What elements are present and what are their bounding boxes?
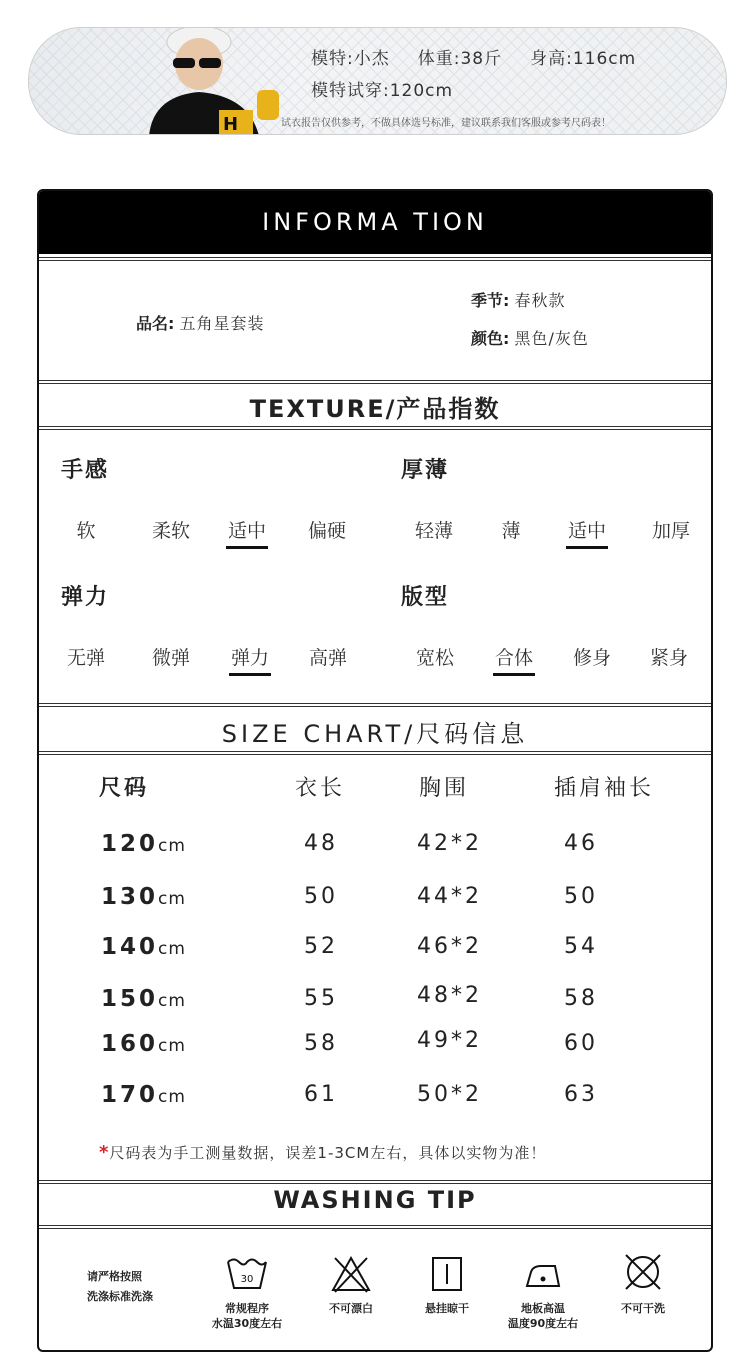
hang-dry-icon	[425, 1254, 469, 1294]
fit-option: 宽松	[415, 647, 454, 669]
size-number: 170	[101, 1082, 159, 1108]
note-text: 尺码表为手工测量数据，误差1-3CM左右，具体以实物为准！	[109, 1144, 547, 1162]
divider	[39, 751, 711, 752]
wash-temp-number: 30	[240, 1274, 254, 1285]
texture-title: TEXTURE/产品指数	[249, 395, 501, 423]
no-dry-clean-icon	[621, 1252, 665, 1292]
model-tried-size: 模特试穿:120cm	[311, 81, 454, 101]
hand-feel-option-selected: 适中	[212, 516, 282, 543]
hang-dry-caption: 悬挂晾干	[425, 1302, 469, 1315]
divider	[39, 1225, 711, 1226]
iron-icon	[521, 1254, 565, 1294]
chest-value: 49*2	[417, 1028, 482, 1053]
attr-fit: 版型	[401, 585, 450, 610]
washing-intro	[87, 1267, 153, 1307]
washing-title: WASHING TIP	[273, 1186, 477, 1214]
wash-30-caption	[199, 1301, 295, 1331]
color-label: 颜色:	[471, 329, 510, 348]
size-number: 130	[101, 884, 159, 910]
sleeve-value: 46	[564, 831, 598, 856]
wash-30-caption-line2: 水温30度左右	[211, 1317, 283, 1330]
chest-value: 50*2	[417, 1082, 482, 1107]
divider	[39, 426, 711, 427]
product-info-card	[37, 189, 713, 1352]
size-value	[101, 986, 186, 1012]
hand-feel-option: 软	[76, 520, 96, 542]
elasticity-option: 高弹	[308, 647, 347, 669]
model-name: 模特:小杰	[311, 49, 390, 69]
no-dry-clean-caption: 不可干洗	[621, 1302, 665, 1315]
model-photo	[139, 27, 299, 135]
length-value: 58	[304, 1031, 338, 1056]
size-unit: cm	[158, 1087, 186, 1107]
season-row	[471, 288, 566, 311]
size-value	[101, 884, 186, 910]
size-unit: cm	[158, 1036, 186, 1056]
sleeve-value: 58	[564, 986, 598, 1011]
elasticity-option-selected: 弹力	[215, 643, 285, 670]
divider	[39, 380, 711, 381]
size-chart-title: SIZE CHART/尺码信息	[221, 720, 529, 748]
model-stats	[311, 44, 664, 69]
attr-thickness: 厚薄	[401, 458, 450, 483]
season-label: 季节:	[471, 291, 510, 310]
note-asterisk: *	[99, 1142, 110, 1163]
size-unit: cm	[158, 889, 186, 909]
no-bleach-caption: 不可漂白	[329, 1302, 373, 1315]
chest-value: 48*2	[417, 983, 482, 1008]
color-row	[471, 326, 589, 349]
size-value	[101, 831, 186, 857]
season-value: 春秋款	[514, 291, 566, 310]
iron-caption-line2: 温度90度左右	[507, 1317, 579, 1330]
color-value: 黑色/灰色	[514, 329, 589, 348]
length-header: 衣长	[295, 776, 346, 801]
size-value	[101, 934, 186, 960]
information-header: INFORMA TION	[39, 191, 711, 254]
sleeve-header: 插肩袖长	[554, 776, 655, 801]
size-value	[101, 1082, 186, 1108]
model-banner	[28, 27, 727, 135]
size-note	[99, 1142, 659, 1163]
chest-value: 46*2	[417, 934, 482, 959]
chest-value: 44*2	[417, 884, 482, 909]
fit-option: 紧身	[649, 647, 688, 669]
thickness-option: 薄	[501, 520, 521, 542]
thickness-option-selected: 适中	[552, 516, 622, 543]
washing-intro-line1: 请严格按照	[87, 1270, 142, 1283]
length-value: 48	[304, 831, 338, 856]
sleeve-value: 60	[564, 1031, 598, 1056]
hand-feel-option: 偏硬	[307, 520, 346, 542]
size-header: 尺码	[99, 776, 150, 801]
size-number: 150	[101, 986, 159, 1012]
wash-30-caption-line1: 常规程序	[225, 1302, 269, 1315]
svg-text:H: H	[223, 114, 239, 135]
length-value: 50	[304, 884, 338, 909]
washing-intro-line2: 洗涤标准洗涤	[87, 1290, 153, 1303]
product-name-value: 五角星套装	[179, 314, 265, 333]
sleeve-value: 63	[564, 1082, 598, 1107]
size-unit: cm	[158, 939, 186, 959]
wash-30-icon	[225, 1254, 269, 1294]
sleeve-value: 50	[564, 884, 598, 909]
size-unit: cm	[158, 991, 186, 1011]
size-number: 140	[101, 934, 159, 960]
iron-caption	[495, 1301, 591, 1331]
product-name-row	[136, 311, 265, 334]
divider	[39, 257, 711, 258]
model-weight: 体重:38斤	[417, 49, 503, 69]
elasticity-option: 微弹	[151, 647, 190, 669]
chest-header: 胸围	[419, 776, 470, 801]
product-name-label: 品名:	[136, 314, 175, 333]
fit-option-selected: 合体	[479, 643, 549, 670]
length-value: 61	[304, 1082, 338, 1107]
no-bleach-icon	[329, 1254, 373, 1294]
fit-option: 修身	[572, 647, 611, 669]
sleeve-value: 54	[564, 934, 598, 959]
divider	[39, 703, 711, 704]
size-number: 160	[101, 1031, 159, 1057]
attr-elasticity: 弹力	[61, 585, 110, 610]
length-value: 55	[304, 986, 338, 1011]
thickness-option: 轻薄	[414, 520, 453, 542]
chest-value: 42*2	[417, 831, 482, 856]
attr-hand-feel: 手感	[61, 458, 110, 483]
model-disclaimer: 试衣报告仅供参考，不做具体选号标准，建议联系我们客服或参考尺码表！	[281, 118, 611, 129]
size-value	[101, 1031, 186, 1057]
iron-caption-line1: 地板高温	[521, 1302, 565, 1315]
hand-feel-option: 柔软	[151, 520, 190, 542]
model-height: 身高:116cm	[530, 49, 637, 69]
thickness-option: 加厚	[651, 520, 690, 542]
size-unit: cm	[158, 836, 186, 856]
elasticity-option: 无弹	[66, 647, 105, 669]
length-value: 52	[304, 934, 338, 959]
size-number: 120	[101, 831, 159, 857]
divider	[39, 1180, 711, 1181]
